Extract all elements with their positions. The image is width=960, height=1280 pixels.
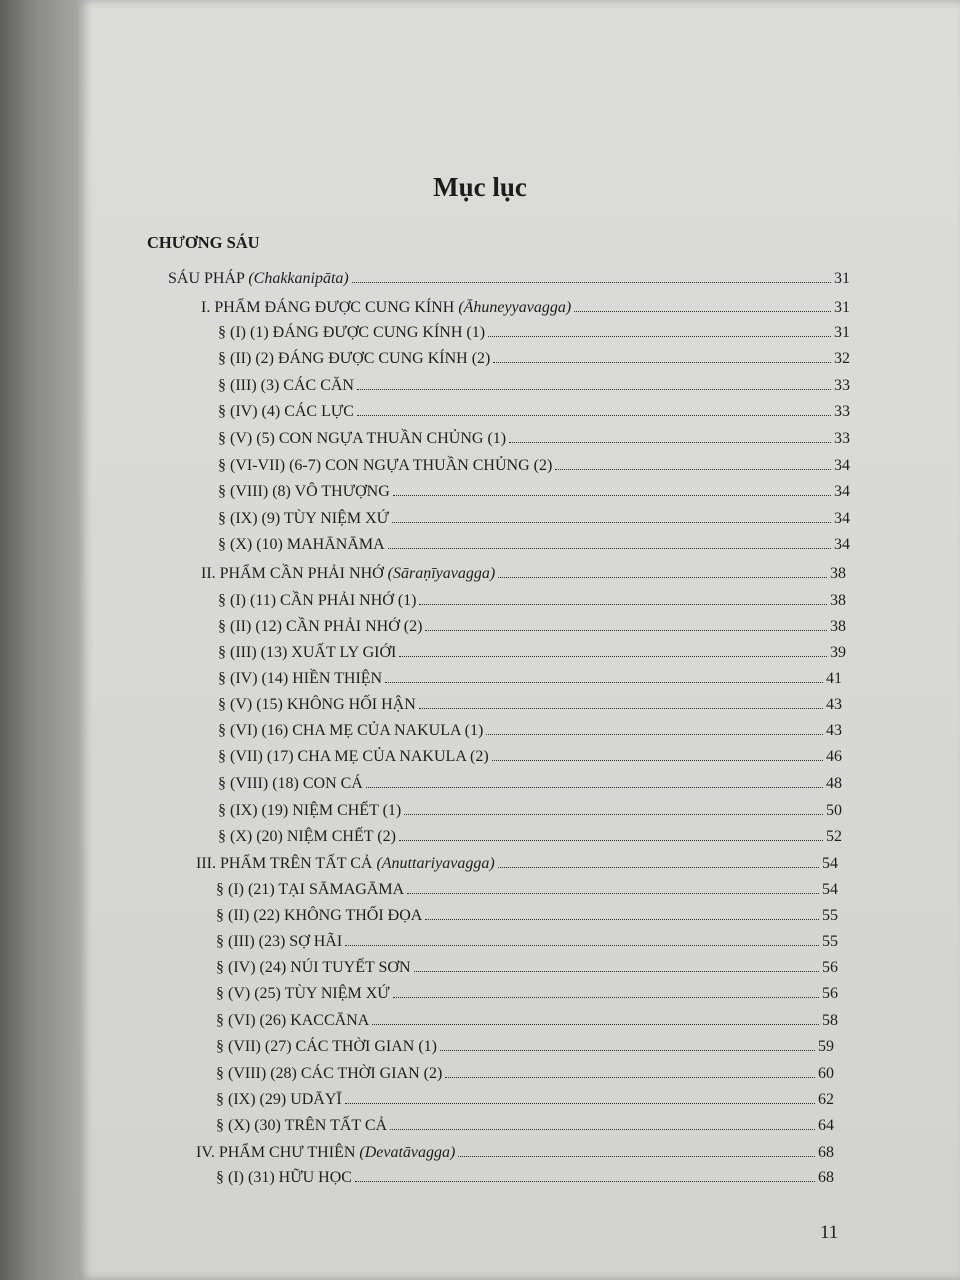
toc-entry	[216, 1167, 834, 1189]
toc-entry-label: § (X) (10) MAHĀNĀMA	[218, 536, 385, 553]
toc-entry-title	[216, 1063, 445, 1085]
toc-entry-pali-title: (Chakkanipāta)	[248, 270, 349, 287]
toc-entry-label: § (II) (2) ĐÁNG ĐƯỢC CUNG KÍNH (2)	[218, 350, 491, 367]
toc-entry-pali-title: (Āhuneyyavagga)	[458, 299, 572, 316]
toc-entry-title	[216, 905, 425, 927]
toc-entry-title	[218, 616, 425, 638]
toc-entry	[216, 931, 838, 953]
toc-entry-title	[218, 773, 366, 795]
toc-entry-label: III. PHẨM TRÊN TẤT CẢ	[196, 855, 377, 872]
toc-entry-label: § (IX) (9) TÙY NIỆM XỨ	[218, 510, 390, 527]
toc-entry-label: § (VIII) (18) CON CÁ	[218, 775, 363, 792]
toc-entry-label: § (II) (22) KHÔNG THỐI ĐỌA	[216, 907, 423, 924]
dot-leader	[574, 311, 831, 312]
toc-entry-page: 55	[822, 907, 838, 924]
toc-entry-label: § (VIII) (28) CÁC THỜI GIAN (2)	[216, 1065, 443, 1082]
dot-leader	[419, 708, 823, 709]
toc-entry-title	[218, 455, 555, 477]
toc-entry-page: 68	[818, 1144, 834, 1161]
toc-entry	[196, 1142, 834, 1164]
toc-entry	[218, 534, 850, 556]
toc-entry-page: 33	[834, 377, 850, 394]
toc-entry-title	[168, 268, 352, 290]
toc-entry-label: § (I) (1) ĐÁNG ĐƯỢC CUNG KÍNH (1)	[218, 324, 486, 341]
dot-leader	[493, 362, 831, 363]
dot-leader	[366, 787, 823, 788]
toc-entry-page: 55	[822, 933, 838, 950]
toc-entry-page: 52	[826, 828, 842, 845]
dot-leader	[393, 495, 831, 496]
toc-entry-label: § (II) (12) CẦN PHẢI NHỚ (2)	[218, 618, 423, 635]
toc-entry	[218, 720, 842, 742]
toc-entry-label: § (VI) (16) CHA MẸ CỦA NAKULA (1)	[218, 722, 484, 739]
dot-leader	[345, 1103, 815, 1104]
toc-entry-page: 32	[834, 350, 850, 367]
toc-entry	[216, 1063, 834, 1085]
toc-entry-title	[218, 428, 509, 450]
dot-leader	[486, 734, 823, 735]
toc-entry-page: 34	[834, 536, 850, 553]
toc-entry	[218, 800, 842, 822]
toc-entry	[218, 375, 850, 397]
toc-entry-page: 59	[818, 1038, 834, 1055]
toc-entry-page: 43	[826, 696, 842, 713]
dot-leader	[390, 1129, 815, 1130]
page-number: 11	[820, 1222, 839, 1243]
toc-entry-title	[218, 800, 404, 822]
toc-entry-label: § (VI-VII) (6-7) CON NGỰA THUẦN CHỦNG (2)	[218, 457, 553, 474]
toc-entry-page: 64	[818, 1117, 834, 1134]
toc-entry-label: § (IX) (29) UDĀYĪ	[216, 1091, 342, 1108]
dot-leader	[388, 548, 831, 549]
toc-entry-label: § (IV) (14) HIỀN THIỆN	[218, 670, 383, 687]
toc-entry-page: 46	[826, 748, 842, 765]
toc-entry-label: IV. PHẨM CHƯ THIÊN	[196, 1144, 360, 1161]
toc-entry-title	[201, 563, 498, 585]
toc-entry-title	[201, 297, 574, 319]
toc-entry-label: § (III) (13) XUẤT LY GIỚI	[218, 644, 397, 661]
dot-leader	[404, 814, 823, 815]
toc-entry-page: 41	[826, 670, 842, 687]
toc-entry-label: § (VII) (27) CÁC THỜI GIAN (1)	[216, 1038, 437, 1055]
toc-entry-title	[218, 746, 492, 768]
toc-entry	[168, 268, 850, 290]
dot-leader	[509, 442, 831, 443]
toc-entry-label: § (X) (20) NIỆM CHẾT (2)	[218, 828, 396, 845]
toc-entry-page: 33	[834, 403, 850, 420]
dot-leader	[407, 893, 819, 894]
toc-entry-label: II. PHẨM CẦN PHẢI NHỚ	[201, 565, 388, 582]
toc-entry-page: 56	[822, 985, 838, 1002]
dot-leader	[555, 469, 831, 470]
chapter-heading: CHƯƠNG SÁU	[147, 233, 260, 252]
toc-entry-page: 38	[830, 565, 846, 582]
toc-entry	[216, 1010, 838, 1032]
toc-entry-label: § (VIII) (8) VÔ THƯỢNG	[218, 483, 390, 500]
toc-entry-page: 34	[834, 457, 850, 474]
dot-leader	[392, 522, 831, 523]
toc-entry-page: 39	[830, 644, 846, 661]
dot-leader	[425, 919, 819, 920]
toc-entry	[201, 297, 850, 319]
toc-entry	[196, 853, 838, 875]
toc-entry-label: § (I) (11) CẦN PHẢI NHỚ (1)	[218, 592, 417, 609]
toc-entry	[218, 401, 850, 423]
toc-entry-page: 60	[818, 1065, 834, 1082]
toc-entry	[218, 668, 842, 690]
toc-entry-title	[216, 957, 414, 979]
toc-entry-title	[216, 1115, 390, 1137]
toc-entry	[218, 826, 842, 848]
toc-entry-page: 34	[834, 510, 850, 527]
toc-entry-page: 58	[822, 1012, 838, 1029]
dot-leader	[357, 389, 831, 390]
toc-entry-page: 31	[834, 324, 850, 341]
toc-entry-pali-title: (Sāraṇīyavagga)	[387, 565, 496, 582]
dot-leader	[372, 1024, 819, 1025]
toc-entry	[216, 983, 838, 1005]
dot-leader	[414, 971, 820, 972]
toc-entry	[218, 746, 842, 768]
toc-entry	[201, 563, 846, 585]
toc-entry-label: § (X) (30) TRÊN TẤT CẢ	[216, 1117, 388, 1134]
toc-entry-label: § (I) (21) TẠI SĀMAGĀMA	[216, 881, 405, 898]
toc-entry	[218, 428, 850, 450]
toc-entry-title	[196, 1142, 458, 1164]
toc-entry-pali-title: (Anuttariyavagga)	[376, 855, 495, 872]
toc-entry-title	[218, 694, 419, 716]
dot-leader	[458, 1156, 815, 1157]
toc-entry-page: 38	[830, 592, 846, 609]
toc-entry-label: § (III) (23) SỢ HÃI	[216, 933, 343, 950]
toc-entry-label: SÁU PHÁP	[168, 270, 249, 287]
dot-leader	[399, 840, 823, 841]
toc-entry-page: 38	[830, 618, 846, 635]
dot-leader	[419, 604, 827, 605]
toc-entry-label: § (V) (5) CON NGỰA THUẦN CHỦNG (1)	[218, 430, 507, 447]
toc-entry-page: 68	[818, 1169, 834, 1186]
dot-leader	[440, 1050, 815, 1051]
toc-entry-title	[218, 720, 486, 742]
toc-entry-title	[216, 1167, 355, 1189]
toc-entry-pali-title: (Devatāvagga)	[359, 1144, 456, 1161]
toc-entry-title	[216, 1036, 440, 1058]
toc-entry-label: § (VI) (26) KACCĀNA	[216, 1012, 370, 1029]
toc-entry-page: 54	[822, 881, 838, 898]
toc-entry	[218, 642, 846, 664]
dot-leader	[492, 760, 823, 761]
toc-entry-title	[216, 1089, 345, 1111]
dot-leader	[425, 630, 827, 631]
toc-entry-label: § (IV) (24) NÚI TUYẾT SƠN	[216, 959, 411, 976]
toc-entry-label: § (V) (15) KHÔNG HỐI HẬN	[218, 696, 416, 713]
toc-entry-label: I. PHẨM ĐÁNG ĐƯỢC CUNG KÍNH	[201, 299, 459, 316]
toc-entry-label: § (VII) (17) CHA MẸ CỦA NAKULA (2)	[218, 748, 489, 765]
dot-leader	[498, 577, 827, 578]
dot-leader	[445, 1077, 815, 1078]
toc-entry-title	[218, 322, 488, 344]
toc-entry-title	[216, 931, 345, 953]
toc-entry-title	[218, 508, 392, 530]
dot-leader	[385, 682, 823, 683]
toc-entry-page: 62	[818, 1091, 834, 1108]
toc-entry-page: 48	[826, 775, 842, 792]
toc-entry-title	[216, 1010, 372, 1032]
toc-entry-page: 56	[822, 959, 838, 976]
toc-entry	[216, 957, 838, 979]
toc-entry-title	[218, 668, 385, 690]
toc-entry	[216, 1089, 834, 1111]
dot-leader	[488, 336, 831, 337]
toc-entry	[216, 905, 838, 927]
page-title: Mục lục	[433, 172, 527, 202]
toc-entry-page: 33	[834, 430, 850, 447]
toc-entry-page: 43	[826, 722, 842, 739]
toc-entry-page: 50	[826, 802, 842, 819]
toc-entry-title	[218, 826, 399, 848]
toc-entry	[216, 1115, 834, 1137]
toc-entry-label: § (V) (25) TÙY NIỆM XỨ	[216, 985, 390, 1002]
toc-entry	[218, 694, 842, 716]
toc-entry-title	[218, 348, 493, 370]
toc-entry-page: 34	[834, 483, 850, 500]
toc-entry-label: § (IX) (19) NIỆM CHẾT (1)	[218, 802, 402, 819]
toc-entry-title	[196, 853, 498, 875]
toc-entry-title	[218, 401, 357, 423]
toc-entry-label: § (III) (3) CÁC CĂN	[218, 377, 354, 394]
dot-leader	[355, 1181, 815, 1182]
toc-entry-label: § (IV) (4) CÁC LỰC	[218, 403, 354, 420]
toc-entry-title	[218, 375, 357, 397]
dot-leader	[357, 415, 831, 416]
toc-entry-title	[216, 983, 393, 1005]
dot-leader	[498, 867, 819, 868]
toc-entry	[218, 616, 846, 638]
toc-entry-title	[218, 534, 388, 556]
dot-leader	[393, 997, 819, 998]
toc-entry	[218, 481, 850, 503]
toc-entry	[218, 322, 850, 344]
toc-entry	[216, 879, 838, 901]
dot-leader	[345, 945, 819, 946]
toc-entry	[218, 590, 846, 612]
dot-leader	[352, 282, 831, 283]
toc-entry-title	[216, 879, 407, 901]
toc-entry-page: 54	[822, 855, 838, 872]
toc-entry-page: 31	[834, 299, 850, 316]
toc-entry-page: 31	[834, 270, 850, 287]
toc-entry-label: § (I) (31) HỮU HỌC	[216, 1169, 352, 1186]
toc-entry	[216, 1036, 834, 1058]
toc-entry	[218, 508, 850, 530]
toc-entry	[218, 348, 850, 370]
toc-entry-title	[218, 481, 393, 503]
toc-entry-title	[218, 642, 399, 664]
toc-entry	[218, 455, 850, 477]
dot-leader	[399, 656, 827, 657]
toc-entry-title	[218, 590, 419, 612]
toc-entry	[218, 773, 842, 795]
